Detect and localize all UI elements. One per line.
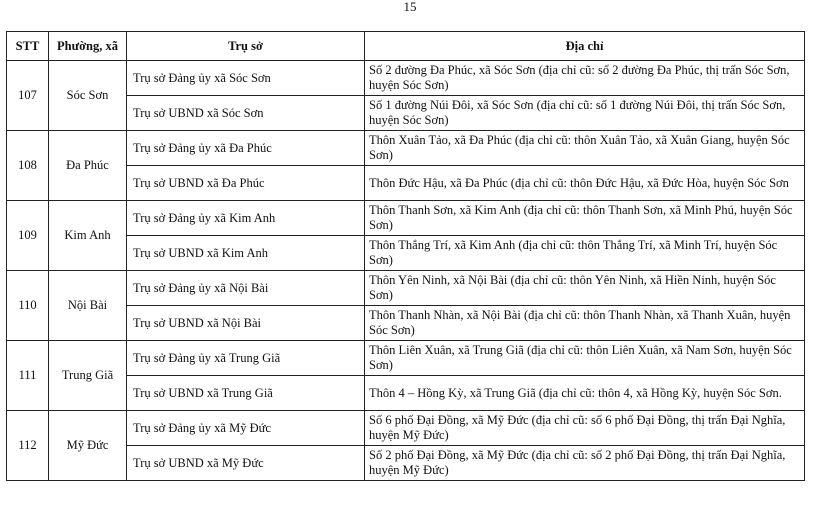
office-cell: Trụ sở UBND xã Đa Phúc <box>127 166 365 201</box>
office-address-table <box>6 31 805 481</box>
address-cell: Thôn Thanh Nhàn, xã Nội Bài (địa chỉ cũ: thôn Thanh Nhàn, xã Thanh Xuân, huyện Sóc Sơn) <box>365 306 805 341</box>
address-cell: Thôn Đức Hậu, xã Đa Phúc (địa chỉ cũ: thôn Đức Hậu, xã Đức Hòa, huyện Sóc Sơn <box>365 166 805 201</box>
ward-cell: Nội Bài <box>49 271 127 341</box>
office-cell: Trụ sở Đảng ủy xã Kim Anh <box>127 201 365 236</box>
stt-cell: 108 <box>7 131 49 201</box>
table-header <box>7 32 805 61</box>
address-cell: Số 2 phố Đại Đồng, xã Mỹ Đức (địa chỉ cũ: số 2 phố Đại Đồng, thị trấn Đại Nghĩa, huyện Mỹ Đức) <box>365 446 805 481</box>
address-cell: Số 2 đường Đa Phúc, xã Sóc Sơn (địa chỉ cũ: số 2 đường Đa Phúc, thị trấn Sóc Sơn, huyện Sóc Sơn) <box>365 61 805 96</box>
table-row <box>7 306 805 341</box>
address-cell: Thôn Thắng Trí, xã Kim Anh (địa chỉ cũ: thôn Thắng Trí, xã Minh Trí, huyện Sóc Sơn) <box>365 236 805 271</box>
header-address: Địa chỉ <box>365 32 805 61</box>
office-cell: Trụ sở UBND xã Mỹ Đức <box>127 446 365 481</box>
header-office: Trụ sở <box>127 32 365 61</box>
table-row <box>7 271 805 306</box>
address-cell: Thôn Yên Ninh, xã Nội Bài (địa chỉ cũ: thôn Yên Ninh, xã Hiền Ninh, huyện Sóc Sơn) <box>365 271 805 306</box>
table-row <box>7 201 805 236</box>
page-number: 15 <box>403 0 417 14</box>
office-cell: Trụ sở Đảng ủy xã Đa Phúc <box>127 131 365 166</box>
header-ward: Phường, xã <box>49 32 127 61</box>
stt-cell: 107 <box>7 61 49 131</box>
table-row <box>7 61 805 96</box>
address-cell: Thôn Thanh Sơn, xã Kim Anh (địa chỉ cũ: thôn Thanh Sơn, xã Minh Phú, huyện Sóc Sơn) <box>365 201 805 236</box>
address-cell: Thôn 4 – Hồng Kỳ, xã Trung Giã (địa chỉ cũ: thôn 4, xã Hồng Kỳ, huyện Sóc Sơn. <box>365 376 805 411</box>
address-cell: Thôn Liên Xuân, xã Trung Giã (địa chỉ cũ: thôn Liên Xuân, xã Nam Sơn, huyện Sóc Sơn) <box>365 341 805 376</box>
table-row <box>7 376 805 411</box>
ward-cell: Kim Anh <box>49 201 127 271</box>
stt-cell: 110 <box>7 271 49 341</box>
ward-cell: Trung Giã <box>49 341 127 411</box>
stt-cell: 109 <box>7 201 49 271</box>
office-cell: Trụ sở Đảng ủy xã Mỹ Đức <box>127 411 365 446</box>
ward-cell: Sóc Sơn <box>49 61 127 131</box>
stt-cell: 112 <box>7 411 49 481</box>
office-cell: Trụ sở UBND xã Nội Bài <box>127 306 365 341</box>
ward-cell: Mỹ Đức <box>49 411 127 481</box>
table-row <box>7 411 805 446</box>
office-cell: Trụ sở UBND xã Trung Giã <box>127 376 365 411</box>
address-cell: Thôn Xuân Tảo, xã Đa Phúc (địa chỉ cũ: thôn Xuân Tảo, xã Xuân Giang, huyện Sóc Sơn) <box>365 131 805 166</box>
ward-cell: Đa Phúc <box>49 131 127 201</box>
address-cell: Số 6 phố Đại Đồng, xã Mỹ Đức (địa chỉ cũ: số 6 phố Đại Đồng, thị trấn Đại Nghĩa, huyện Mỹ Đức) <box>365 411 805 446</box>
header-row <box>7 32 805 61</box>
table-row <box>7 131 805 166</box>
table-row <box>7 96 805 131</box>
address-cell: Số 1 đường Núi Đôi, xã Sóc Sơn (địa chỉ cũ: số 1 đường Núi Đôi, thị trấn Sóc Sơn, huyện Sóc Sơn) <box>365 96 805 131</box>
office-cell: Trụ sở Đảng ủy xã Trung Giã <box>127 341 365 376</box>
office-cell: Trụ sở Đảng ủy xã Sóc Sơn <box>127 61 365 96</box>
office-cell: Trụ sở UBND xã Sóc Sơn <box>127 96 365 131</box>
table-body <box>7 61 805 481</box>
table-row <box>7 166 805 201</box>
stt-cell: 111 <box>7 341 49 411</box>
table-row <box>7 236 805 271</box>
table-row <box>7 446 805 481</box>
office-cell: Trụ sở UBND xã Kim Anh <box>127 236 365 271</box>
header-stt: STT <box>7 32 49 61</box>
office-cell: Trụ sở Đảng ủy xã Nội Bài <box>127 271 365 306</box>
table-row <box>7 341 805 376</box>
